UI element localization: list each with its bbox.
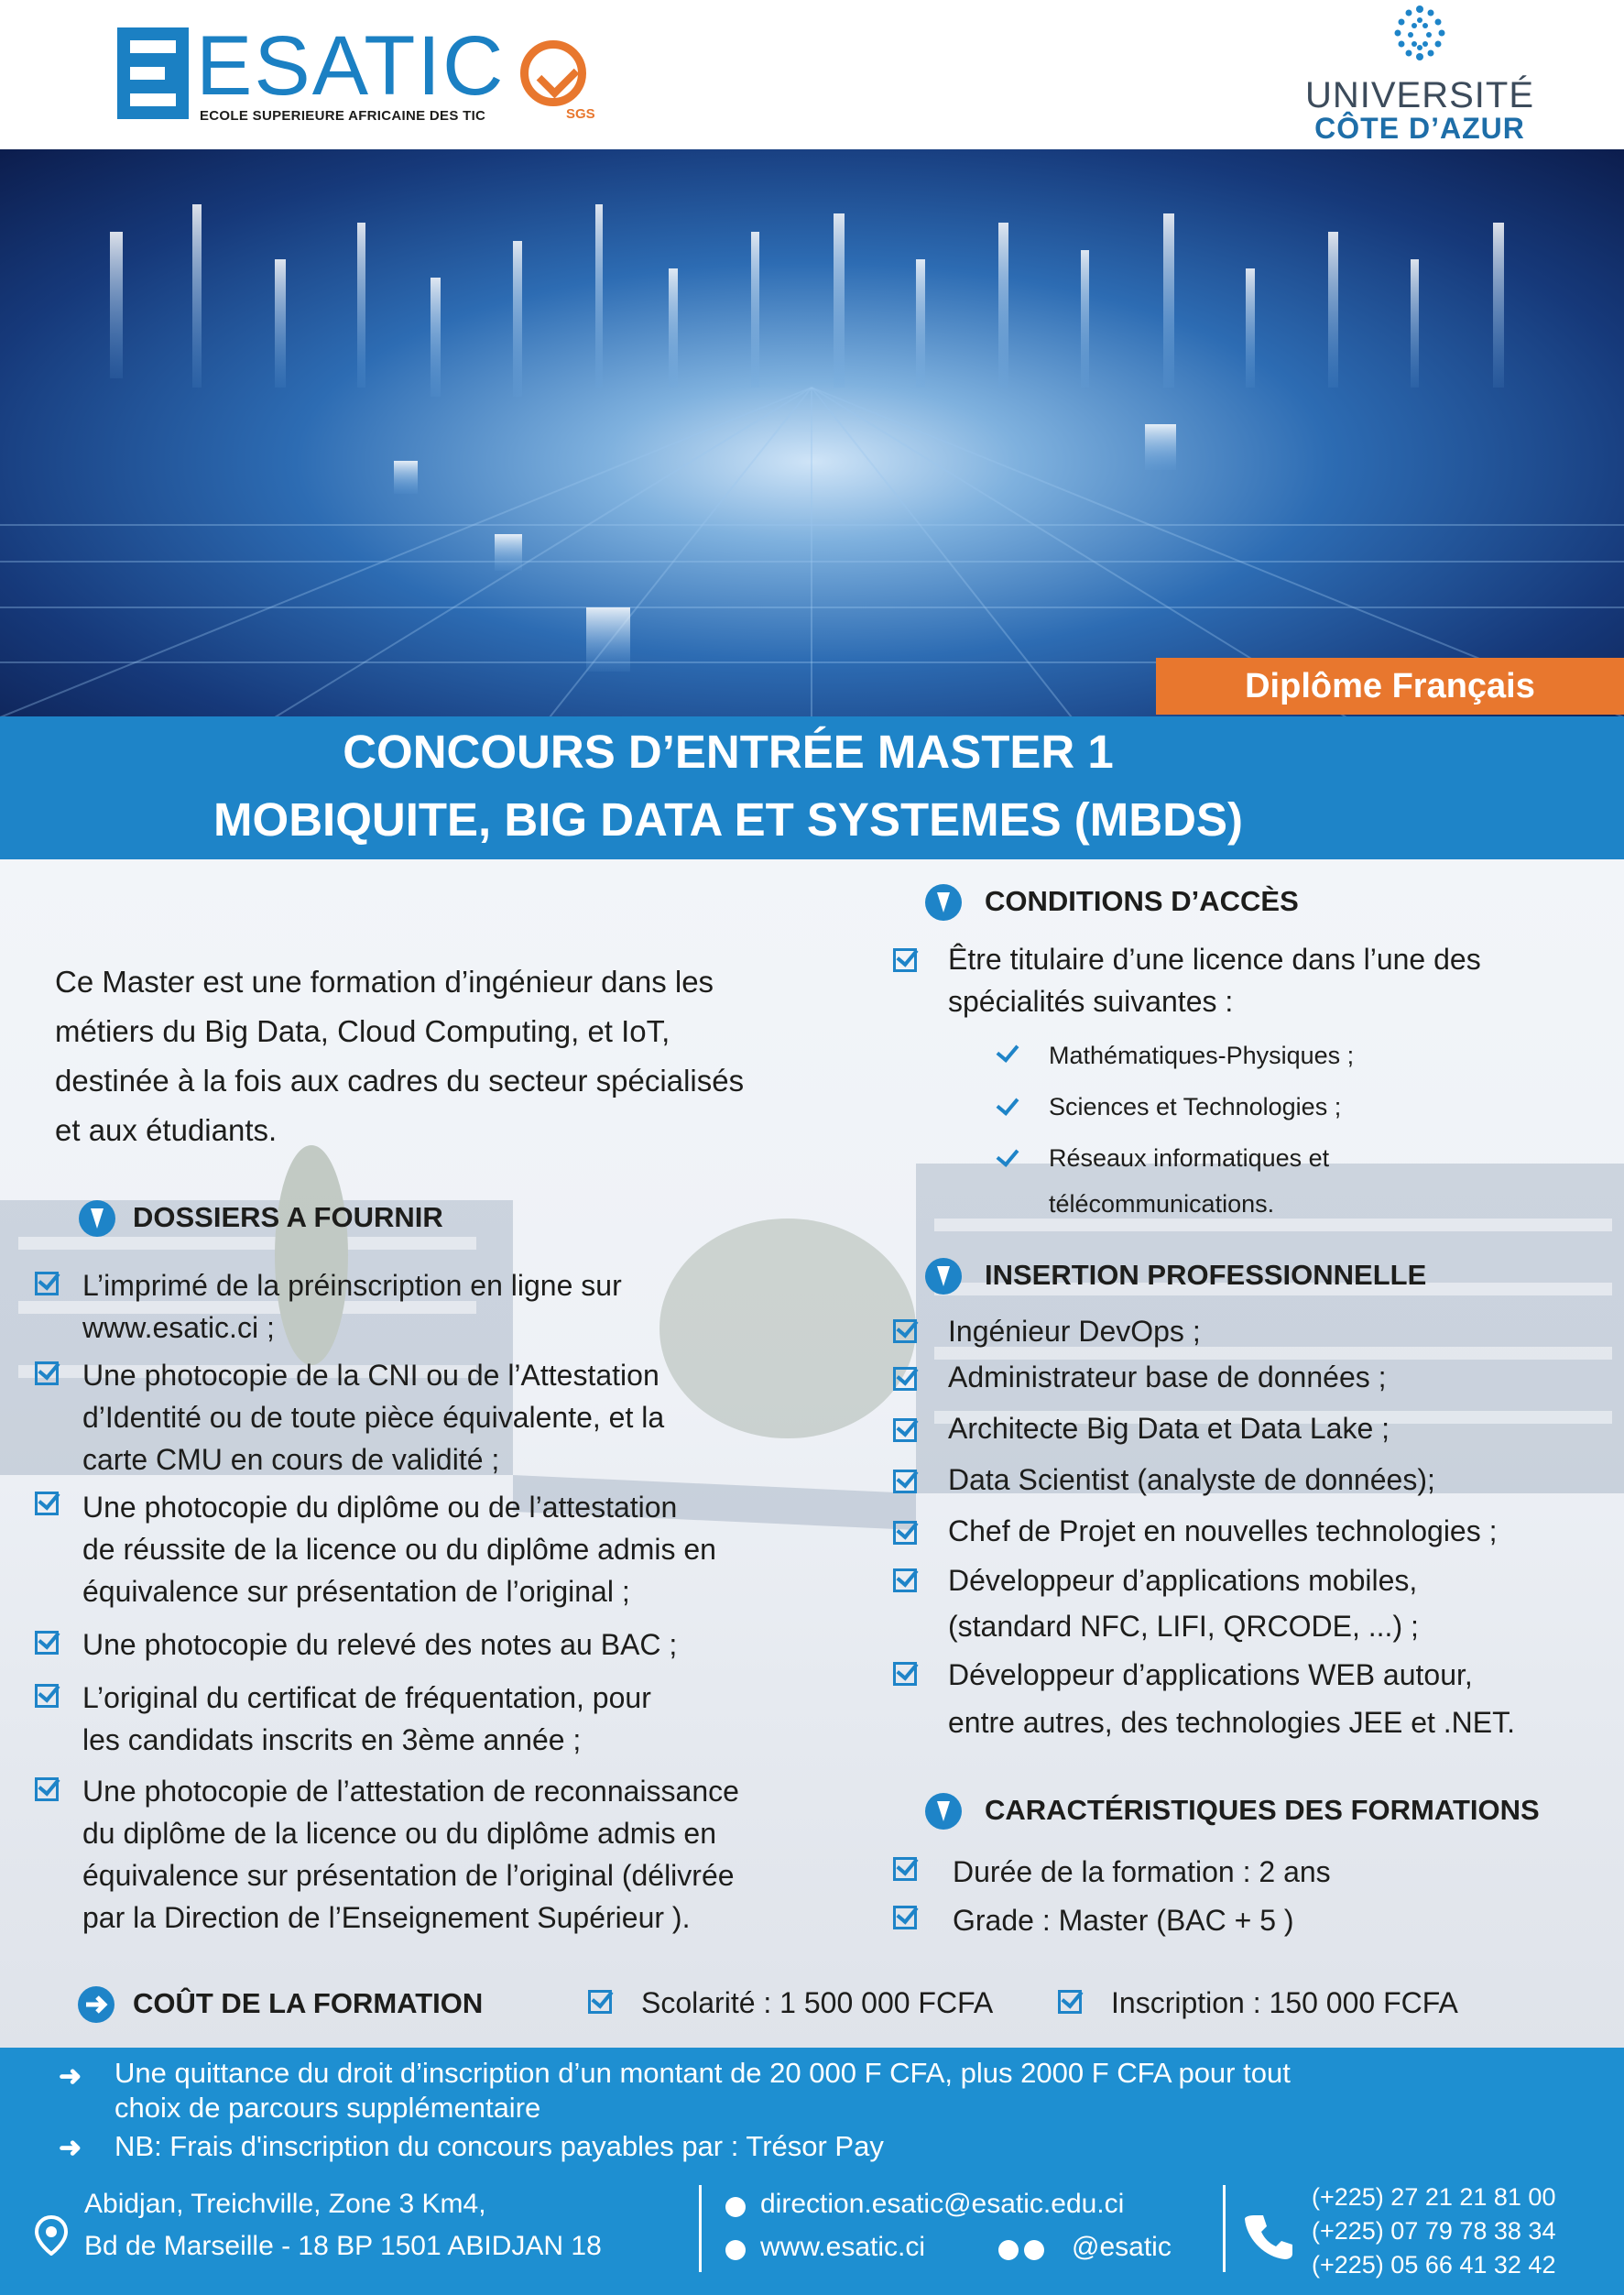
list-item-line: entre autres, des technologies JEE et .NET. bbox=[948, 1706, 1515, 1739]
list-item: Ingénieur DevOps ; bbox=[948, 1315, 1201, 1348]
list-item-line: Une photocopie de la CNI ou de l’Attestation bbox=[82, 1359, 659, 1392]
phone-number[interactable]: (+225) 07 79 78 38 34 bbox=[1312, 2217, 1556, 2245]
specialite-item: Réseaux informatiques et bbox=[1049, 1144, 1330, 1172]
list-item-line: (standard NFC, LIFI, QRCODE, ...) ; bbox=[948, 1610, 1419, 1643]
esatic-logo-text: ESATIC bbox=[196, 19, 506, 113]
checkbox-icon bbox=[893, 948, 917, 972]
conditions-title: CONDITIONS D’ACCÈS bbox=[985, 885, 1299, 917]
checkbox-icon bbox=[893, 1319, 917, 1343]
checkbox-icon bbox=[893, 1662, 917, 1686]
list-item-line: carte CMU en cours de validité ; bbox=[82, 1443, 500, 1476]
checkbox-icon bbox=[35, 1272, 59, 1295]
list-item bbox=[82, 1264, 622, 1349]
uca-name-line2: CÔTE D’AZUR bbox=[1314, 112, 1525, 145]
list-item: Chef de Projet en nouvelles technologies ; bbox=[948, 1514, 1498, 1547]
checkbox-icon bbox=[893, 1906, 917, 1929]
list-item bbox=[82, 1354, 664, 1481]
conditions-line: Être titulaire d’une licence dans l’une des bbox=[948, 943, 1481, 976]
list-item bbox=[82, 1770, 739, 1939]
hero-banner-image bbox=[0, 149, 1624, 717]
website-link[interactable]: www.esatic.ci bbox=[760, 2232, 926, 2262]
list-item-line: du diplôme de la licence ou du diplôme admis en bbox=[82, 1817, 716, 1850]
esatic-logo bbox=[117, 19, 630, 128]
list-item-line: www.esatic.ci ; bbox=[82, 1311, 275, 1344]
list-item: Data Scientist (analyste de données); bbox=[948, 1463, 1435, 1496]
divider bbox=[1223, 2185, 1226, 2272]
esatic-tagline: ECOLE SUPERIEURE AFRICAINE DES TIC bbox=[200, 108, 486, 124]
checkbox-icon bbox=[893, 1418, 917, 1442]
phone-list bbox=[1312, 2180, 1555, 2282]
specialites-list bbox=[1049, 1032, 1354, 1228]
list-item-line: équivalence sur présentation de l’original (délivrée bbox=[82, 1859, 735, 1892]
sgs-label: SGS bbox=[566, 106, 595, 122]
caracteristiques-title: CARACTÉRISTIQUES DES FORMATIONS bbox=[985, 1794, 1540, 1826]
list-item-line: Une photocopie du diplôme ou de l’attestation bbox=[82, 1491, 678, 1524]
checkbox-icon bbox=[588, 1990, 612, 2014]
arrow-right-circle-icon bbox=[77, 1985, 115, 2024]
uca-name-line1: UNIVERSITÉ bbox=[1304, 75, 1535, 115]
checkbox-icon bbox=[35, 1631, 59, 1655]
conditions-main bbox=[948, 938, 1481, 1022]
uca-dots-icon bbox=[1383, 4, 1456, 68]
caracteristiques-section-icon bbox=[925, 1793, 962, 1830]
list-item-line: équivalence sur présentation de l’original ; bbox=[82, 1575, 630, 1608]
list-item: Architecte Big Data et Data Lake ; bbox=[948, 1412, 1390, 1445]
address-line: Bd de Marseille - 18 BP 1501 ABIDJAN 18 bbox=[84, 2231, 602, 2261]
list-item bbox=[82, 1677, 651, 1761]
list-item-line: Une photocopie de l’attestation de reconnaissance bbox=[82, 1775, 739, 1808]
cout-title: COÛT DE LA FORMATION bbox=[133, 1987, 484, 2019]
checkbox-icon bbox=[893, 1568, 917, 1592]
checkbox-icon bbox=[893, 1470, 917, 1493]
caracteristique-item: Grade : Master (BAC + 5 ) bbox=[953, 1904, 1294, 1937]
title-line-1: CONCOURS D’ENTRÉE MASTER 1 bbox=[343, 726, 1114, 778]
list-item-line: d’Identité ou de toute pièce équivalente, et la bbox=[82, 1401, 665, 1434]
checkbox-icon bbox=[35, 1684, 59, 1708]
inscription-cost: Inscription : 150 000 FCFA bbox=[1111, 1986, 1458, 2019]
footer-note-line: choix de parcours supplémentaire bbox=[114, 2092, 541, 2124]
checkbox-icon bbox=[35, 1492, 59, 1515]
location-pin-icon bbox=[35, 2215, 68, 2256]
data-visual-background bbox=[0, 149, 1624, 717]
list-item-line: L’original du certificat de fréquentation, pour bbox=[82, 1681, 651, 1714]
address-line: Abidjan, Treichville, Zone 3 Km4, bbox=[84, 2189, 486, 2219]
intro-line: destinée à la fois aux cadres du secteur spécialisés bbox=[55, 1064, 745, 1098]
insertion-title: INSERTION PROFESSIONNELLE bbox=[985, 1259, 1427, 1291]
intro-line: Ce Master est une formation d’ingénieur dans les bbox=[55, 965, 714, 999]
list-item-line: par la Direction de l’Enseignement Supérieur ). bbox=[82, 1901, 691, 1934]
checkbox-icon bbox=[35, 1777, 59, 1801]
phone-number[interactable]: (+225) 05 66 41 32 42 bbox=[1312, 2251, 1556, 2279]
email-icon bbox=[725, 2197, 746, 2217]
specialite-item: télécommunications. bbox=[1049, 1190, 1275, 1218]
list-item-line: L’imprimé de la préinscription en ligne sur bbox=[82, 1269, 622, 1302]
social-handle[interactable]: @esatic bbox=[1072, 2232, 1172, 2262]
arrow-right-icon: ➜ bbox=[59, 2133, 82, 2163]
specialite-item: Sciences et Technologies ; bbox=[1049, 1093, 1342, 1120]
intro-paragraph bbox=[55, 957, 879, 1155]
footer bbox=[0, 2048, 1624, 2295]
esatic-logo-mark bbox=[117, 27, 189, 119]
list-item bbox=[948, 1651, 1515, 1746]
dossiers-section-icon bbox=[79, 1200, 115, 1237]
checkbox-icon bbox=[1058, 1990, 1082, 2014]
specialite-item: Mathématiques-Physiques ; bbox=[1049, 1042, 1355, 1069]
checkbox-icon bbox=[893, 1367, 917, 1391]
intro-line: et aux étudiants. bbox=[55, 1113, 278, 1147]
divider bbox=[699, 2185, 702, 2272]
list-item bbox=[948, 1557, 1419, 1649]
diplome-francais-badge: Diplôme Français bbox=[1156, 658, 1624, 715]
dossiers-title: DOSSIERS A FOURNIR bbox=[133, 1201, 443, 1233]
arrow-right-icon: ➜ bbox=[59, 2061, 82, 2092]
linkedin-icon[interactable] bbox=[1024, 2240, 1044, 2260]
list-item-line: Une photocopie du relevé des notes au BAC ; bbox=[82, 1628, 678, 1661]
list-item bbox=[82, 1623, 677, 1666]
phone-number[interactable]: (+225) 27 21 21 81 00 bbox=[1312, 2183, 1556, 2211]
conditions-line: spécialités suivantes : bbox=[948, 985, 1234, 1018]
facebook-icon[interactable] bbox=[998, 2240, 1019, 2260]
list-item bbox=[82, 1486, 716, 1612]
title-line-2: MOBIQUITE, BIG DATA ET SYSTEMES (MBDS) bbox=[213, 793, 1243, 846]
list-item-line: de réussite de la licence ou du diplôme admis en bbox=[82, 1533, 716, 1566]
email-link[interactable]: direction.esatic@esatic.edu.ci bbox=[760, 2189, 1125, 2219]
footer-note-line: Une quittance du droit d’inscription d’un montant de 20 000 F CFA, plus 2000 F CFA pour tout bbox=[114, 2057, 1291, 2089]
insertion-section-icon bbox=[925, 1258, 962, 1295]
list-item-line: Développeur d’applications WEB autour, bbox=[948, 1658, 1473, 1691]
checkbox-icon bbox=[35, 1361, 59, 1385]
checkbox-icon bbox=[893, 1521, 917, 1545]
footer-payment-note: NB: Frais d'inscription du concours payables par : Trésor Pay bbox=[114, 2130, 884, 2162]
globe-icon bbox=[725, 2240, 746, 2260]
sgs-certification-icon bbox=[520, 40, 586, 106]
universite-cote-azur-logo bbox=[1301, 0, 1539, 147]
checkbox-icon bbox=[893, 1857, 917, 1881]
list-item-line: Développeur d’applications mobiles, bbox=[948, 1564, 1418, 1597]
caracteristique-item: Durée de la formation : 2 ans bbox=[953, 1855, 1331, 1888]
conditions-section-icon bbox=[925, 884, 962, 921]
intro-line: métiers du Big Data, Cloud Computing, et IoT, bbox=[55, 1014, 670, 1048]
list-item: Administrateur base de données ; bbox=[948, 1361, 1387, 1393]
phone-icon bbox=[1241, 2208, 1296, 2263]
list-item-line: les candidats inscrits en 3ème année ; bbox=[82, 1723, 582, 1756]
scolarite-cost: Scolarité : 1 500 000 FCFA bbox=[641, 1986, 994, 2019]
